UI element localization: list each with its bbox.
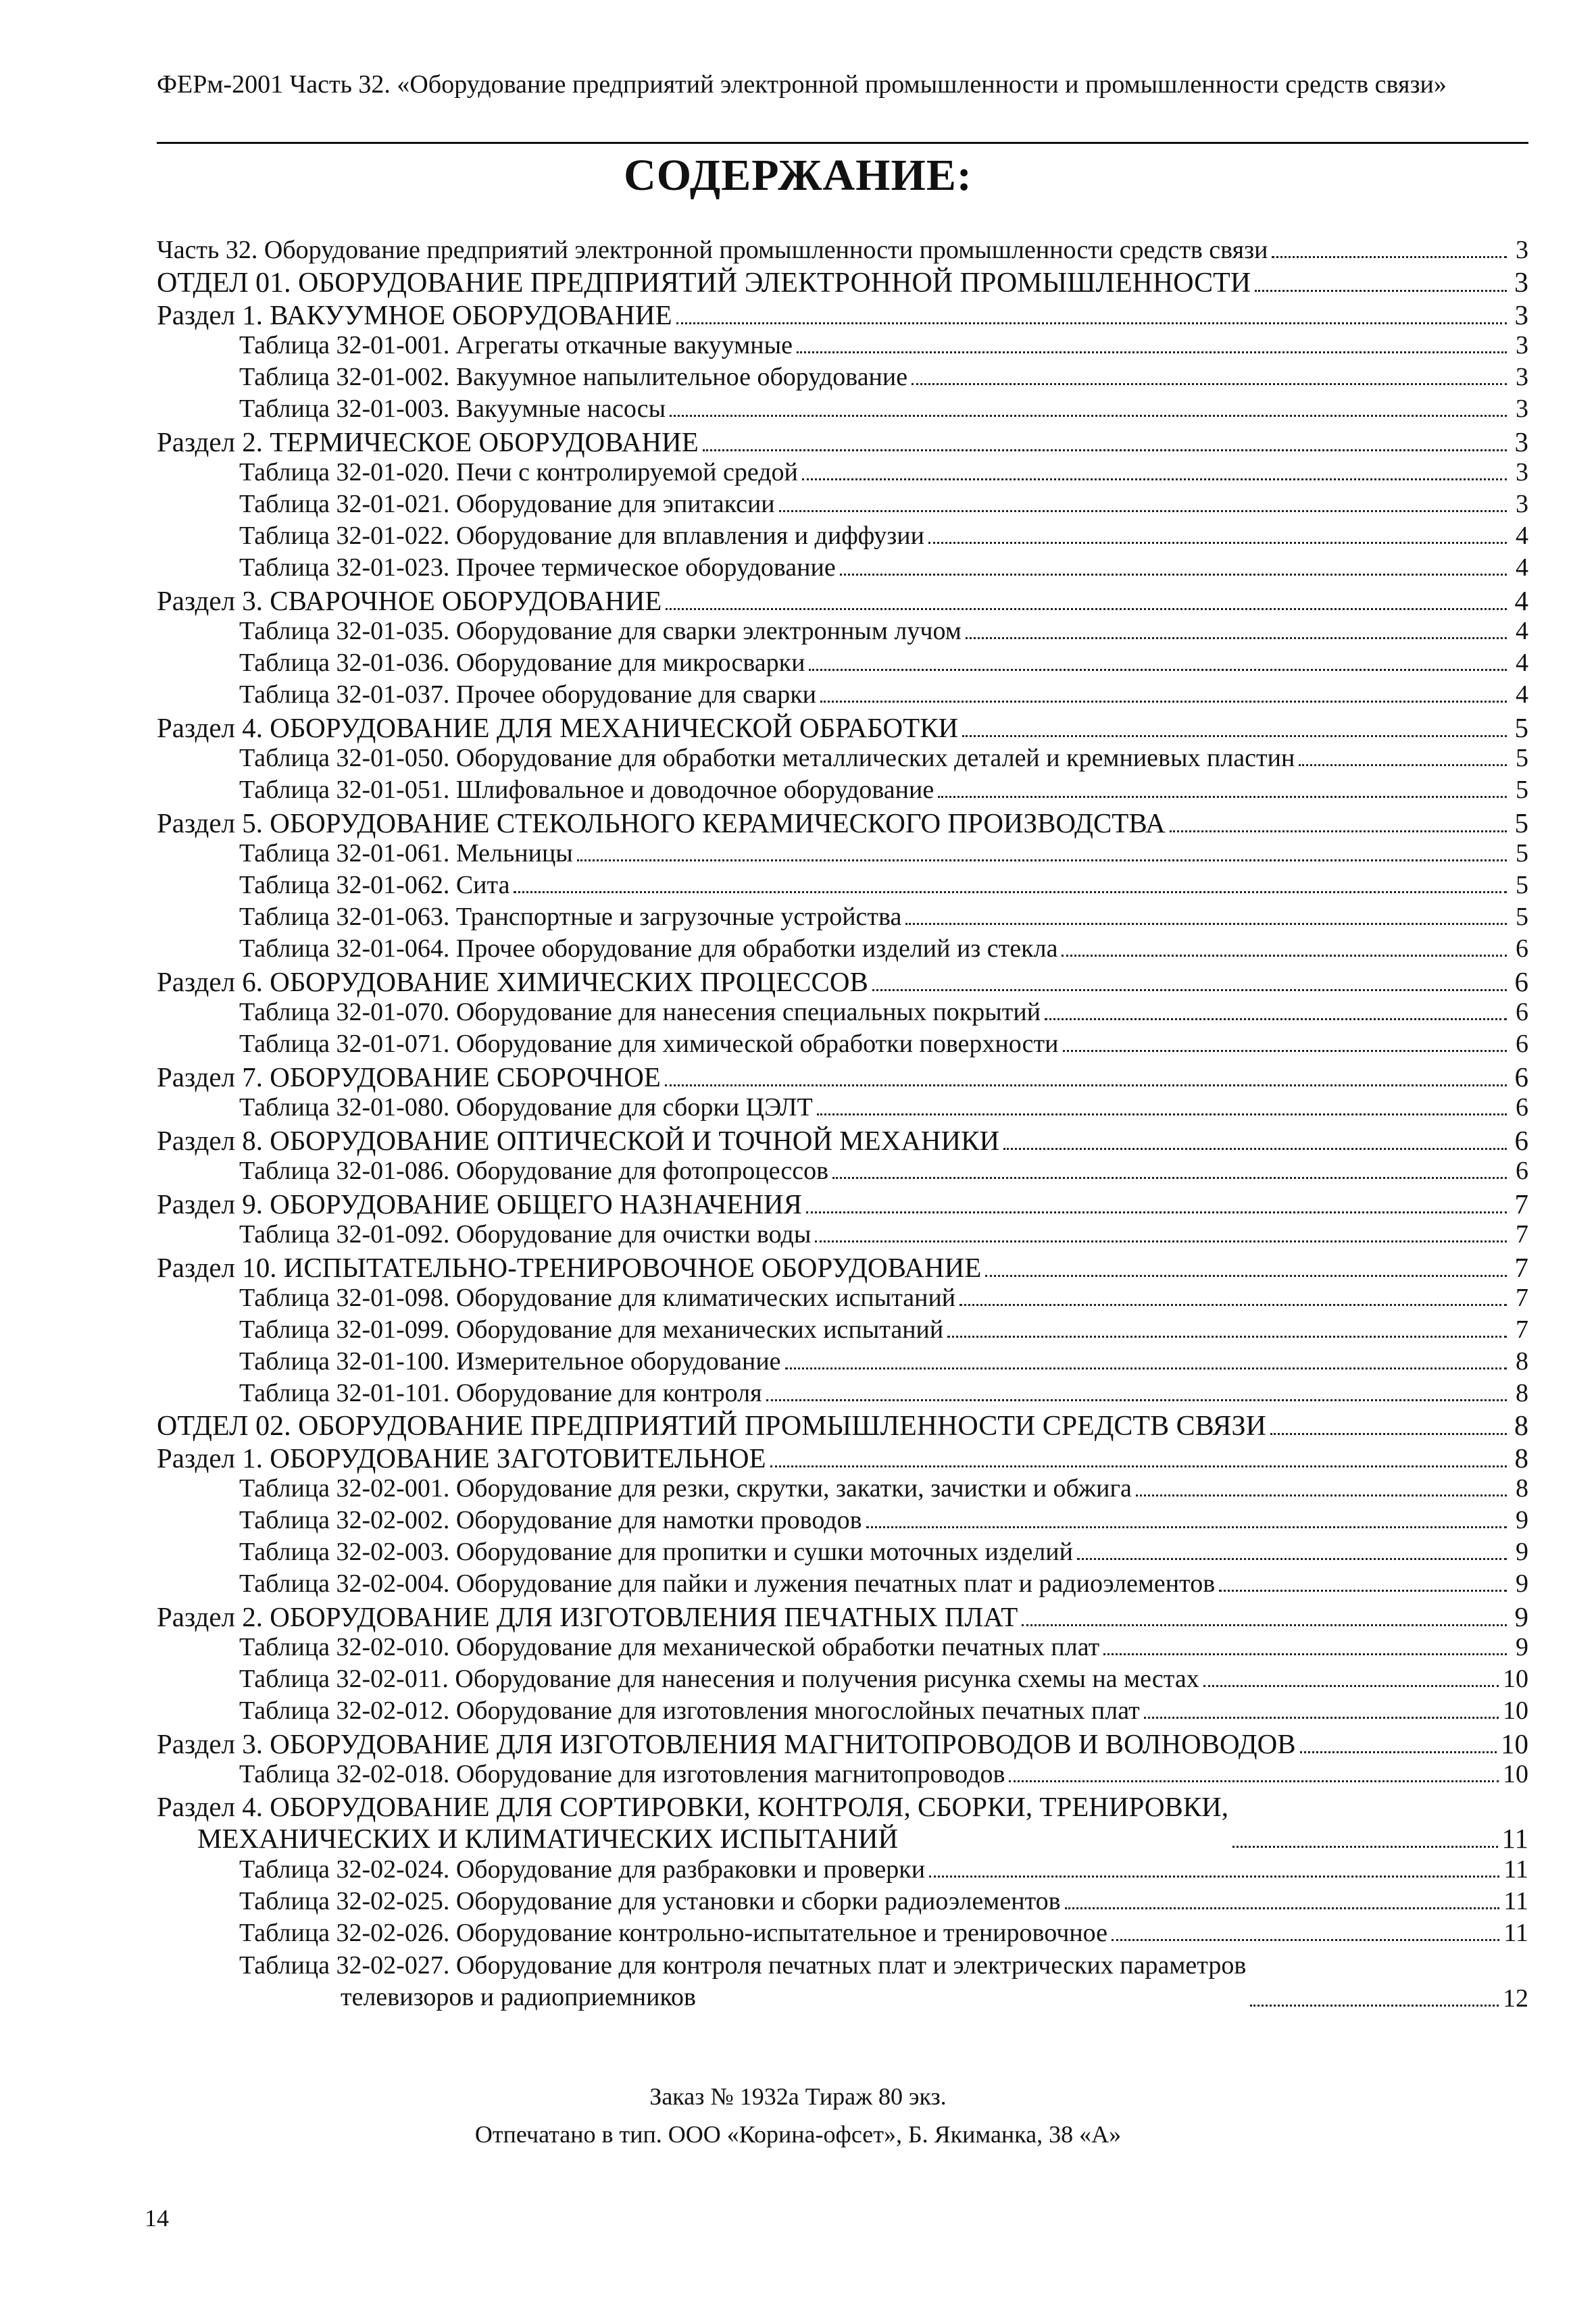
toc-entry-title: Часть 32. Оборудование предприятий электронной промышленности промышленности средств связи bbox=[157, 236, 1268, 264]
toc-entry-title: Таблица 32-01-080. Оборудование для сборки ЦЭЛТ bbox=[239, 1093, 813, 1122]
toc-entry-title: Таблица 32-01-036. Оборудование для микросварки bbox=[239, 649, 805, 677]
toc-entry-sec bbox=[157, 711, 1528, 743]
toc-entry-tab bbox=[157, 1855, 1528, 1886]
leader-dots bbox=[665, 1084, 1507, 1086]
leader-dots bbox=[1112, 1939, 1499, 1941]
toc-entry-title: Таблица 32-01-001. Агрегаты откачные вакуумные bbox=[239, 331, 793, 359]
leader-dots bbox=[1045, 1018, 1507, 1020]
toc-entry-page: 3 bbox=[1514, 268, 1528, 299]
leader-dots bbox=[912, 383, 1507, 385]
toc-entry-page: 9 bbox=[1516, 1569, 1528, 1598]
toc-entry-title: Раздел 1. ВАКУУМНОЕ ОБОРУДОВАНИЕ bbox=[157, 299, 672, 330]
toc-entry-page: 10 bbox=[1501, 1728, 1528, 1759]
imprint bbox=[0, 2078, 1596, 2153]
toc-entry-page: 6 bbox=[1516, 998, 1528, 1026]
toc-entry-page: 5 bbox=[1516, 744, 1528, 772]
toc-entry-tab bbox=[157, 680, 1528, 711]
toc-entry-title: Таблица 32-02-012. Оборудование для изготовления многослойных печатных плат bbox=[239, 1696, 1140, 1725]
leader-dots bbox=[959, 1304, 1507, 1306]
toc-entry-title: Таблица 32-01-037. Прочее оборудование для сварки bbox=[239, 680, 816, 709]
toc-entry-tab bbox=[157, 1092, 1528, 1124]
table-of-contents bbox=[157, 235, 1528, 2013]
leader-dots bbox=[820, 701, 1507, 703]
toc-entry-sec bbox=[157, 584, 1528, 616]
toc-entry-sec bbox=[157, 1728, 1528, 1759]
toc-entry-sec bbox=[157, 1251, 1528, 1283]
toc-entry-page: 4 bbox=[1516, 617, 1528, 645]
toc-entry-title: Таблица 32-02-024. Оборудование для разбраковки и проверки bbox=[239, 1855, 926, 1884]
toc-entry-page: 3 bbox=[1516, 458, 1528, 486]
toc-entry-title: Таблица 32-02-010. Оборудование для механической обработки печатных плат bbox=[239, 1633, 1100, 1661]
toc-entry-tab bbox=[157, 997, 1528, 1029]
toc-entry-title: Таблица 32-01-002. Вакуумное напылительное оборудование bbox=[239, 363, 908, 391]
toc-entry-page: 4 bbox=[1516, 553, 1528, 582]
toc-entry-title: Таблица 32-01-022. Оборудование для вплавления и диффузии bbox=[239, 522, 924, 550]
toc-entry-title-continued: МЕХАНИЧЕСКИХ И КЛИМАТИЧЕСКИХ ИСПЫТАНИЙ bbox=[197, 1823, 899, 1854]
toc-entry-tab bbox=[157, 1696, 1528, 1728]
toc-entry-title: Раздел 5. ОБОРУДОВАНИЕ СТЕКОЛЬНОГО КЕРАМИЧЕСКОГО ПРОИЗВОДСТВА bbox=[157, 807, 1166, 838]
toc-entry-title: Таблица 32-01-003. Вакуумные насосы bbox=[239, 395, 666, 423]
toc-entry-sec bbox=[157, 1442, 1528, 1474]
toc-entry-dept bbox=[157, 267, 1528, 299]
toc-entry-tab bbox=[157, 1950, 1528, 2013]
toc-entry-page: 5 bbox=[1516, 776, 1528, 804]
running-header: ФЕРм-2001 Часть 32. «Оборудование предприятий электронной промышленности и промышленности средств связи» bbox=[157, 70, 1447, 99]
leader-dots bbox=[947, 1336, 1507, 1338]
toc-entry-page: 5 bbox=[1516, 871, 1528, 899]
toc-entry-title: Таблица 32-01-070. Оборудование для нанесения специальных покрытий bbox=[239, 998, 1041, 1026]
toc-entry-title: Раздел 2. ТЕРМИЧЕСКОЕ ОБОРУДОВАНИЕ bbox=[157, 426, 699, 457]
leader-dots bbox=[1003, 1148, 1507, 1150]
toc-entry-title: Раздел 4. ОБОРУДОВАНИЕ ДЛЯ СОРТИРОВКИ, КОНТРОЛЯ, СБОРКИ, ТРЕНИРОВКИ, bbox=[157, 1791, 1228, 1822]
toc-entry-title: Раздел 6. ОБОРУДОВАНИЕ ХИМИЧЕСКИХ ПРОЦЕССОВ bbox=[157, 966, 868, 997]
leader-dots bbox=[962, 735, 1507, 737]
toc-entry-title: Таблица 32-02-004. Оборудование для пайки и лужения печатных плат и радиоэлементов bbox=[239, 1569, 1216, 1598]
toc-entry-title: Раздел 8. ОБОРУДОВАНИЕ ОПТИЧЕСКОЙ И ТОЧНОЙ МЕХАНИКИ bbox=[157, 1125, 1000, 1156]
toc-entry-page: 10 bbox=[1503, 1665, 1528, 1693]
leader-dots bbox=[577, 859, 1507, 861]
toc-entry-page: 6 bbox=[1516, 1157, 1528, 1185]
leader-dots bbox=[832, 1177, 1507, 1179]
leader-dots bbox=[1009, 1780, 1499, 1782]
leader-dots bbox=[670, 415, 1507, 417]
toc-entry-page: 5 bbox=[1514, 807, 1528, 838]
toc-entry-page: 3 bbox=[1516, 395, 1528, 423]
leader-dots bbox=[905, 923, 1507, 925]
toc-entry-tab bbox=[157, 1886, 1528, 1918]
toc-entry-page: 3 bbox=[1516, 490, 1528, 518]
leader-dots bbox=[766, 1399, 1507, 1401]
toc-entry-page: 8 bbox=[1516, 1379, 1528, 1407]
leader-dots bbox=[1300, 1751, 1497, 1753]
toc-entry-title: Таблица 32-01-071. Оборудование для химической обработки поверхности bbox=[239, 1030, 1059, 1058]
toc-entry-page: 9 bbox=[1516, 1506, 1528, 1534]
toc-entry-page: 11 bbox=[1501, 1823, 1528, 1854]
toc-entry-title: Таблица 32-01-092. Оборудование для очистки воды bbox=[239, 1220, 812, 1249]
toc-entry-page: 12 bbox=[1503, 1984, 1528, 2013]
toc-entry-page: 6 bbox=[1514, 966, 1528, 997]
toc-entry-tab bbox=[157, 743, 1528, 775]
toc-entry-tab bbox=[157, 489, 1528, 521]
leader-dots bbox=[1250, 2005, 1499, 2007]
toc-entry-title: Таблица 32-01-062. Сита bbox=[239, 871, 510, 899]
toc-entry-sec bbox=[157, 1124, 1528, 1156]
toc-entry-tab bbox=[157, 521, 1528, 553]
toc-entry-title: Таблица 32-02-001. Оборудование для резки, скрутки, закатки, зачистки и обжига bbox=[239, 1474, 1132, 1503]
toc-entry-title: Раздел 9. ОБОРУДОВАНИЕ ОБЩЕГО НАЗНАЧЕНИЯ bbox=[157, 1188, 802, 1219]
toc-entry-sec bbox=[157, 426, 1528, 457]
toc-entry-tab bbox=[157, 330, 1528, 362]
toc-entry-page: 5 bbox=[1516, 903, 1528, 931]
leader-dots bbox=[676, 322, 1507, 324]
toc-entry-page: 9 bbox=[1516, 1633, 1528, 1661]
toc-entry-title: Таблица 32-02-025. Оборудование для установки и сборки радиоэлементов bbox=[239, 1887, 1061, 1915]
toc-entry-page: 7 bbox=[1516, 1220, 1528, 1249]
toc-entry-title: Таблица 32-01-063. Транспортные и загрузочные устройства bbox=[239, 903, 902, 931]
toc-entry-title: ОТДЕЛ 01. ОБОРУДОВАНИЕ ПРЕДПРИЯТИЙ ЭЛЕКТРОННОЙ ПРОМЫШЛЕННОСТИ bbox=[157, 268, 1251, 299]
toc-entry-page: 11 bbox=[1503, 1919, 1528, 1947]
toc-entry-tab bbox=[157, 648, 1528, 680]
toc-entry-title: Таблица 32-01-020. Печи с контролируемой средой bbox=[239, 458, 798, 486]
leader-dots bbox=[1272, 256, 1507, 258]
leader-dots bbox=[929, 1876, 1499, 1878]
toc-entry-title: Таблица 32-02-027. Оборудование для контроля печатных плат и электрических параметров bbox=[239, 1951, 1247, 1980]
leader-dots bbox=[1062, 955, 1507, 957]
toc-entry-root bbox=[157, 235, 1528, 267]
toc-entry-sec bbox=[157, 1188, 1528, 1219]
toc-entry-title: Таблица 32-02-002. Оборудование для намотки проводов bbox=[239, 1506, 862, 1534]
leader-dots bbox=[1232, 1846, 1498, 1848]
toc-entry-title: Таблица 32-02-026. Оборудование контрольно-испытательное и тренировочное bbox=[239, 1919, 1107, 1947]
toc-entry-page: 6 bbox=[1516, 1030, 1528, 1058]
toc-entry-page: 10 bbox=[1503, 1696, 1528, 1725]
toc-entry-page: 4 bbox=[1516, 680, 1528, 709]
toc-entry-tab bbox=[157, 1759, 1528, 1791]
toc-entry-page: 9 bbox=[1514, 1601, 1528, 1632]
toc-entry-tab bbox=[157, 1474, 1528, 1505]
toc-entry-sec bbox=[157, 1791, 1528, 1855]
toc-entry-tab bbox=[157, 457, 1528, 489]
toc-entry-tab bbox=[157, 838, 1528, 870]
toc-entry-page: 6 bbox=[1516, 934, 1528, 963]
page-title: СОДЕРЖАНИЕ: bbox=[624, 151, 972, 200]
leader-dots bbox=[817, 1113, 1507, 1115]
toc-entry-title: Таблица 32-02-018. Оборудование для изготовления магнитопроводов bbox=[239, 1760, 1005, 1788]
leader-dots bbox=[1103, 1653, 1507, 1655]
toc-entry-title: Таблица 32-01-101. Оборудование для контроля bbox=[239, 1379, 762, 1407]
toc-entry-page: 11 bbox=[1503, 1887, 1528, 1915]
toc-entry-page: 3 bbox=[1514, 299, 1528, 330]
toc-entry-tab bbox=[157, 1378, 1528, 1410]
toc-entry-title: Таблица 32-01-100. Измерительное оборудование bbox=[239, 1347, 781, 1376]
toc-entry-title: Раздел 3. ОБОРУДОВАНИЕ ДЛЯ ИЗГОТОВЛЕНИЯ МАГНИТОПРОВОДОВ И ВОЛНОВОДОВ bbox=[157, 1728, 1296, 1759]
toc-entry-page: 8 bbox=[1516, 1347, 1528, 1376]
leader-dots bbox=[806, 1211, 1507, 1213]
leader-dots bbox=[938, 796, 1507, 798]
toc-entry-title: Таблица 32-01-051. Шлифовальное и доводочное оборудование bbox=[239, 776, 934, 804]
leader-dots bbox=[1170, 830, 1507, 832]
toc-entry-page: 7 bbox=[1516, 1315, 1528, 1344]
toc-entry-page: 11 bbox=[1503, 1855, 1528, 1884]
leader-dots bbox=[840, 574, 1507, 576]
toc-entry-title: ОТДЕЛ 02. ОБОРУДОВАНИЕ ПРЕДПРИЯТИЙ ПРОМЫШЛЕННОСТИ СРЕДСТВ СВЯЗИ bbox=[157, 1411, 1266, 1442]
toc-entry-page: 8 bbox=[1514, 1411, 1528, 1442]
toc-entry-page: 8 bbox=[1516, 1474, 1528, 1503]
toc-entry-tab bbox=[157, 934, 1528, 965]
toc-entry-tab bbox=[157, 870, 1528, 902]
toc-entry-page: 3 bbox=[1516, 331, 1528, 359]
toc-entry-title: Таблица 32-01-098. Оборудование для климатических испытаний bbox=[239, 1284, 956, 1312]
toc-entry-title: Таблица 32-01-086. Оборудование для фотопроцессов bbox=[239, 1157, 829, 1185]
toc-entry-tab bbox=[157, 1632, 1528, 1664]
toc-entry-page: 4 bbox=[1516, 649, 1528, 677]
toc-entry-tab bbox=[157, 1347, 1528, 1378]
toc-entry-title: Раздел 10. ИСПЫТАТЕЛЬНО-ТРЕНИРОВОЧНОЕ ОБОРУДОВАНИЕ bbox=[157, 1252, 982, 1283]
leader-dots bbox=[1065, 1907, 1500, 1909]
toc-entry-title: Таблица 32-01-061. Мельницы bbox=[239, 839, 573, 867]
toc-entry-page: 7 bbox=[1516, 1284, 1528, 1312]
toc-entry-page: 3 bbox=[1516, 236, 1528, 264]
leader-dots bbox=[1063, 1050, 1507, 1052]
toc-entry-page: 3 bbox=[1514, 426, 1528, 457]
toc-entry-page: 10 bbox=[1503, 1760, 1528, 1788]
imprint-order-line: Заказ № 1932а Тираж 80 экз. bbox=[649, 2083, 947, 2110]
toc-entry-tab bbox=[157, 616, 1528, 648]
leader-dots bbox=[802, 478, 1507, 480]
imprint-printer-line: Отпечатано в тип. ООО «Корина-офсет», Б. Якиманка, 38 «А» bbox=[474, 2121, 1122, 2148]
leader-dots bbox=[1077, 1558, 1507, 1560]
toc-entry-title: Раздел 3. СВАРОЧНОЕ ОБОРУДОВАНИЕ bbox=[157, 585, 662, 616]
toc-entry-dept bbox=[157, 1410, 1528, 1442]
leader-dots bbox=[514, 891, 1507, 893]
leader-dots bbox=[785, 1367, 1507, 1369]
leader-dots bbox=[1270, 1433, 1507, 1435]
toc-entry-tab bbox=[157, 1315, 1528, 1347]
leader-dots bbox=[1219, 1590, 1507, 1592]
toc-entry-title: Таблица 32-01-035. Оборудование для сварки электронным лучом bbox=[239, 617, 962, 645]
leader-dots bbox=[872, 989, 1507, 991]
toc-entry-sec bbox=[157, 807, 1528, 838]
toc-entry-title: Таблица 32-01-021. Оборудование для эпитаксии bbox=[239, 490, 775, 518]
toc-entry-sec bbox=[157, 1061, 1528, 1092]
toc-entry-title: Таблица 32-01-050. Оборудование для обработки металлических деталей и кремниевых пластин bbox=[239, 744, 1295, 772]
leader-dots bbox=[815, 1240, 1507, 1242]
toc-entry-title: Таблица 32-01-023. Прочее термическое оборудование bbox=[239, 553, 836, 582]
toc-entry-page: 4 bbox=[1514, 585, 1528, 616]
leader-dots bbox=[1299, 764, 1507, 766]
toc-entry-sec bbox=[157, 1601, 1528, 1632]
leader-dots bbox=[928, 542, 1507, 544]
header-rule bbox=[157, 142, 1528, 144]
toc-entry-page: 7 bbox=[1514, 1188, 1528, 1219]
leader-dots bbox=[866, 1526, 1507, 1528]
toc-entry-tab bbox=[157, 553, 1528, 584]
toc-entry-page: 6 bbox=[1516, 1093, 1528, 1122]
toc-entry-tab bbox=[157, 1283, 1528, 1315]
leader-dots bbox=[966, 637, 1507, 639]
toc-entry-title: Таблица 32-01-099. Оборудование для механических испытаний bbox=[239, 1315, 944, 1344]
toc-entry-sec bbox=[157, 299, 1528, 330]
toc-entry-page: 5 bbox=[1516, 839, 1528, 867]
leader-dots bbox=[985, 1275, 1507, 1277]
toc-entry-title: Раздел 4. ОБОРУДОВАНИЕ ДЛЯ МЕХАНИЧЕСКОЙ ОБРАБОТКИ bbox=[157, 712, 959, 743]
toc-entry-tab bbox=[157, 362, 1528, 394]
leader-dots bbox=[779, 510, 1507, 512]
toc-entry-tab bbox=[157, 1156, 1528, 1188]
page-number: 14 bbox=[145, 2205, 169, 2232]
leader-dots bbox=[1136, 1494, 1507, 1496]
toc-entry-page: 7 bbox=[1514, 1252, 1528, 1283]
toc-entry-tab bbox=[157, 394, 1528, 426]
leader-dots bbox=[1255, 290, 1507, 292]
toc-entry-page: 8 bbox=[1514, 1442, 1528, 1474]
leader-dots bbox=[770, 1465, 1507, 1467]
toc-entry-title: Таблица 32-01-064. Прочее оборудование для обработки изделий из стекла bbox=[239, 934, 1058, 963]
leader-dots bbox=[1022, 1624, 1507, 1626]
toc-entry-tab bbox=[157, 775, 1528, 807]
toc-entry-tab bbox=[157, 1918, 1528, 1950]
toc-entry-title: Раздел 1. ОБОРУДОВАНИЕ ЗАГОТОВИТЕЛЬНОЕ bbox=[157, 1442, 766, 1474]
toc-entry-title: Таблица 32-02-003. Оборудование для пропитки и сушки моточных изделий bbox=[239, 1538, 1073, 1566]
toc-entry-page: 3 bbox=[1516, 363, 1528, 391]
toc-entry-tab bbox=[157, 1219, 1528, 1251]
toc-entry-tab bbox=[157, 1029, 1528, 1061]
leader-dots bbox=[1144, 1717, 1499, 1719]
toc-entry-tab bbox=[157, 1537, 1528, 1569]
toc-entry-tab bbox=[157, 902, 1528, 934]
toc-entry-title: Раздел 7. ОБОРУДОВАНИЕ СБОРОЧНОЕ bbox=[157, 1061, 661, 1092]
toc-entry-page: 6 bbox=[1514, 1061, 1528, 1092]
leader-dots bbox=[703, 449, 1507, 451]
leader-dots bbox=[797, 351, 1507, 353]
toc-entry-page: 5 bbox=[1514, 712, 1528, 743]
toc-entry-page: 6 bbox=[1514, 1125, 1528, 1156]
leader-dots bbox=[666, 608, 1507, 610]
toc-entry-tab bbox=[157, 1664, 1528, 1696]
toc-entry-title: Таблица 32-02-011. Оборудование для нанесения и получения рисунка схемы на местах bbox=[239, 1665, 1199, 1693]
leader-dots bbox=[1203, 1685, 1499, 1687]
toc-entry-sec bbox=[157, 965, 1528, 997]
leader-dots bbox=[809, 669, 1507, 671]
toc-entry-tab bbox=[157, 1505, 1528, 1537]
toc-entry-tab bbox=[157, 1569, 1528, 1601]
toc-entry-page: 4 bbox=[1516, 522, 1528, 550]
toc-entry-title-continued: телевизоров и радиоприемников bbox=[341, 1983, 696, 2011]
toc-entry-page: 9 bbox=[1516, 1538, 1528, 1566]
toc-entry-title: Раздел 2. ОБОРУДОВАНИЕ ДЛЯ ИЗГОТОВЛЕНИЯ ПЕЧАТНЫХ ПЛАТ bbox=[157, 1601, 1018, 1632]
